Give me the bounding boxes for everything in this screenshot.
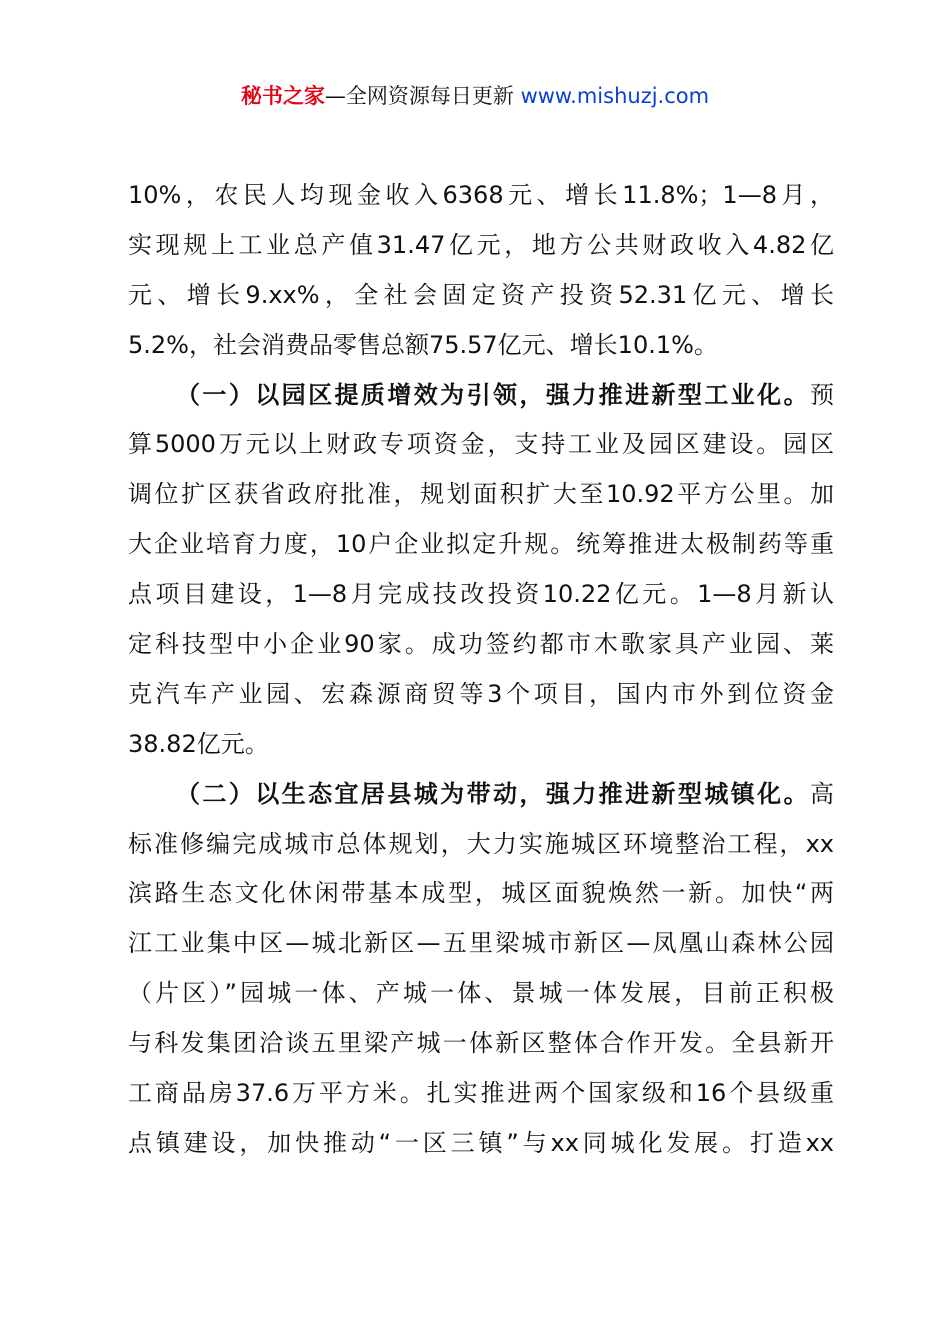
text-line: 调位扩区获省政府批准，规划面积扩大至10.92平方公里。加 xyxy=(128,480,834,509)
text-line: 工商品房37.6万平方米。扎实推进两个国家级和16个县级重 xyxy=(128,1079,834,1108)
section-1-lead: 预 xyxy=(810,380,834,409)
text-line: 点镇建设，加快推动“一区三镇”与xx同城化发展。打造xx xyxy=(128,1128,834,1157)
text-line: 点项目建设，1—8月完成技改投资10.22亿元。1—8月新认 xyxy=(128,580,834,609)
text-line: 大企业培育力度，10户企业拟定升规。统筹推进太极制药等重 xyxy=(128,530,834,559)
text-line: 江工业集中区—城北新区—五里梁城市新区—凤凰山森林公园 xyxy=(128,929,834,958)
text-line: 38.82亿元。 xyxy=(128,729,269,758)
text-line: 滨路生态文化休闲带基本成型，城区面貌焕然一新。加快“两 xyxy=(128,879,834,908)
text-line: 元、增长9.xx%，全社会固定资产投资52.31亿元、增长 xyxy=(128,280,834,309)
text-line: 克汽车产业园、宏森源商贸等3个项目，国内市外到位资金 xyxy=(128,679,834,708)
text-line: 10%，农民人均现金收入6368元、增长11.8%；1—8月， xyxy=(128,181,834,209)
brand-name: 秘书之家 xyxy=(240,84,325,108)
text-line: 标准修编完成城市总体规划，大力实施城区环境整治工程，xx xyxy=(128,829,834,858)
section-1-heading-line xyxy=(128,371,834,421)
section-2-heading-line xyxy=(128,770,834,820)
text-line: 5.2%，社会消费品零售总额75.57亿元、增长10.1%。 xyxy=(128,330,718,359)
section-2-heading: （二）以生态宜居县城为带动，强力推进新型城镇化。 xyxy=(176,779,810,808)
text-line: （片区）”园城一体、产城一体、景城一体发展，目前正积极 xyxy=(128,979,834,1008)
section-1-heading: （一）以园区提质增效为引领，强力推进新型工业化。 xyxy=(176,380,810,409)
text-line: 与科发集团洽谈五里梁产城一体新区整体合作开发。全县新开 xyxy=(128,1029,834,1058)
text-line: 定科技型中小企业90家。成功签约都市木歌家具产业园、莱 xyxy=(128,630,834,659)
text-line: 实现规上工业总产值31.47亿元，地方公共财政收入4.82亿 xyxy=(128,230,834,259)
text-line: 算5000万元以上财政专项资金，支持工业及园区建设。园区 xyxy=(128,430,834,459)
site-header xyxy=(0,80,950,112)
site-url: www.mishuzj.com xyxy=(520,84,710,108)
header-tagline: —全网资源每日更新 xyxy=(324,84,514,108)
section-2-lead: 高 xyxy=(810,779,834,808)
document-body xyxy=(128,171,834,1169)
